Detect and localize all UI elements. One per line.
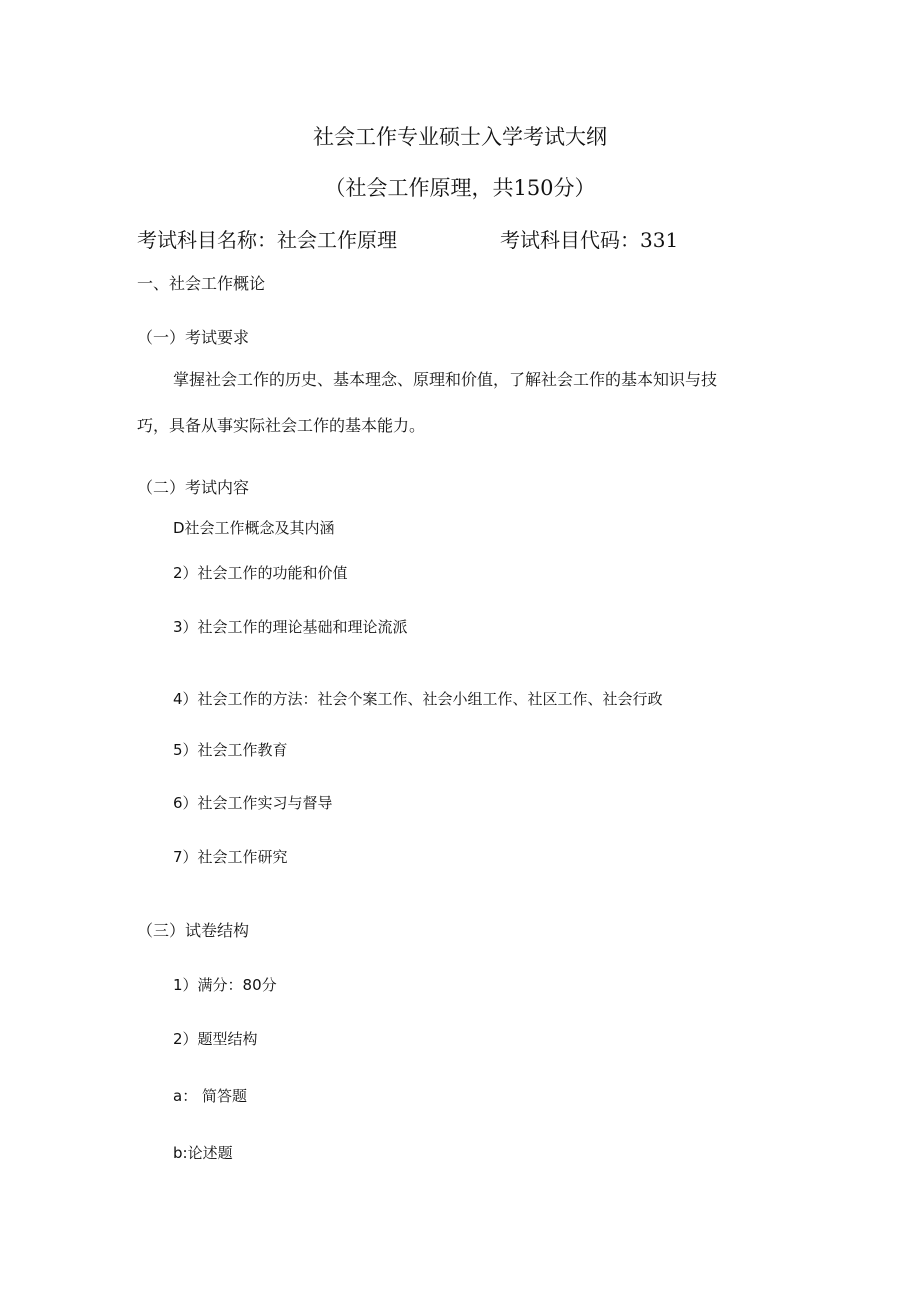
structure-item-types: 2）题型结构 <box>173 1030 258 1048</box>
content-item-5: 5）社会工作教育 <box>173 741 288 759</box>
content-item-6: 6）社会工作实习与督导 <box>173 794 333 812</box>
part-three-heading: （三）试卷结构 <box>137 921 250 940</box>
structure-item-score: 1）满分：80分 <box>173 976 277 994</box>
content-item-2: 2）社会工作的功能和价值 <box>173 564 348 582</box>
content-item-4: 4）社会工作的方法：社会个案工作、社会小组工作、社区工作、社会行政 <box>173 690 663 708</box>
content-item-7: 7）社会工作研究 <box>173 848 288 866</box>
structure-item-essay: b:论述题 <box>173 1144 233 1162</box>
document-subtitle: （社会工作原理，共150分） <box>324 176 596 200</box>
requirement-paragraph-line1: 掌握社会工作的历史、基本理念、原理和价值，了解社会工作的基本知识与技 <box>173 370 718 389</box>
section-one-heading: 一、社会工作概论 <box>137 274 266 293</box>
document-title: 社会工作专业硕士入学考试大纲 <box>313 125 607 149</box>
subject-name: 考试科目名称：社会工作原理 <box>137 228 397 252</box>
content-item-1: D社会工作概念及其内涵 <box>173 519 335 537</box>
structure-item-short-answer: a： 简答题 <box>173 1087 247 1105</box>
content-item-3: 3）社会工作的理论基础和理论流派 <box>173 618 408 636</box>
subject-code: 考试科目代码：331 <box>500 228 679 252</box>
part-one-heading: （一）考试要求 <box>137 328 250 347</box>
part-two-heading: （二）考试内容 <box>137 478 250 497</box>
requirement-paragraph-line2: 巧，具备从事实际社会工作的基本能力。 <box>137 416 426 435</box>
